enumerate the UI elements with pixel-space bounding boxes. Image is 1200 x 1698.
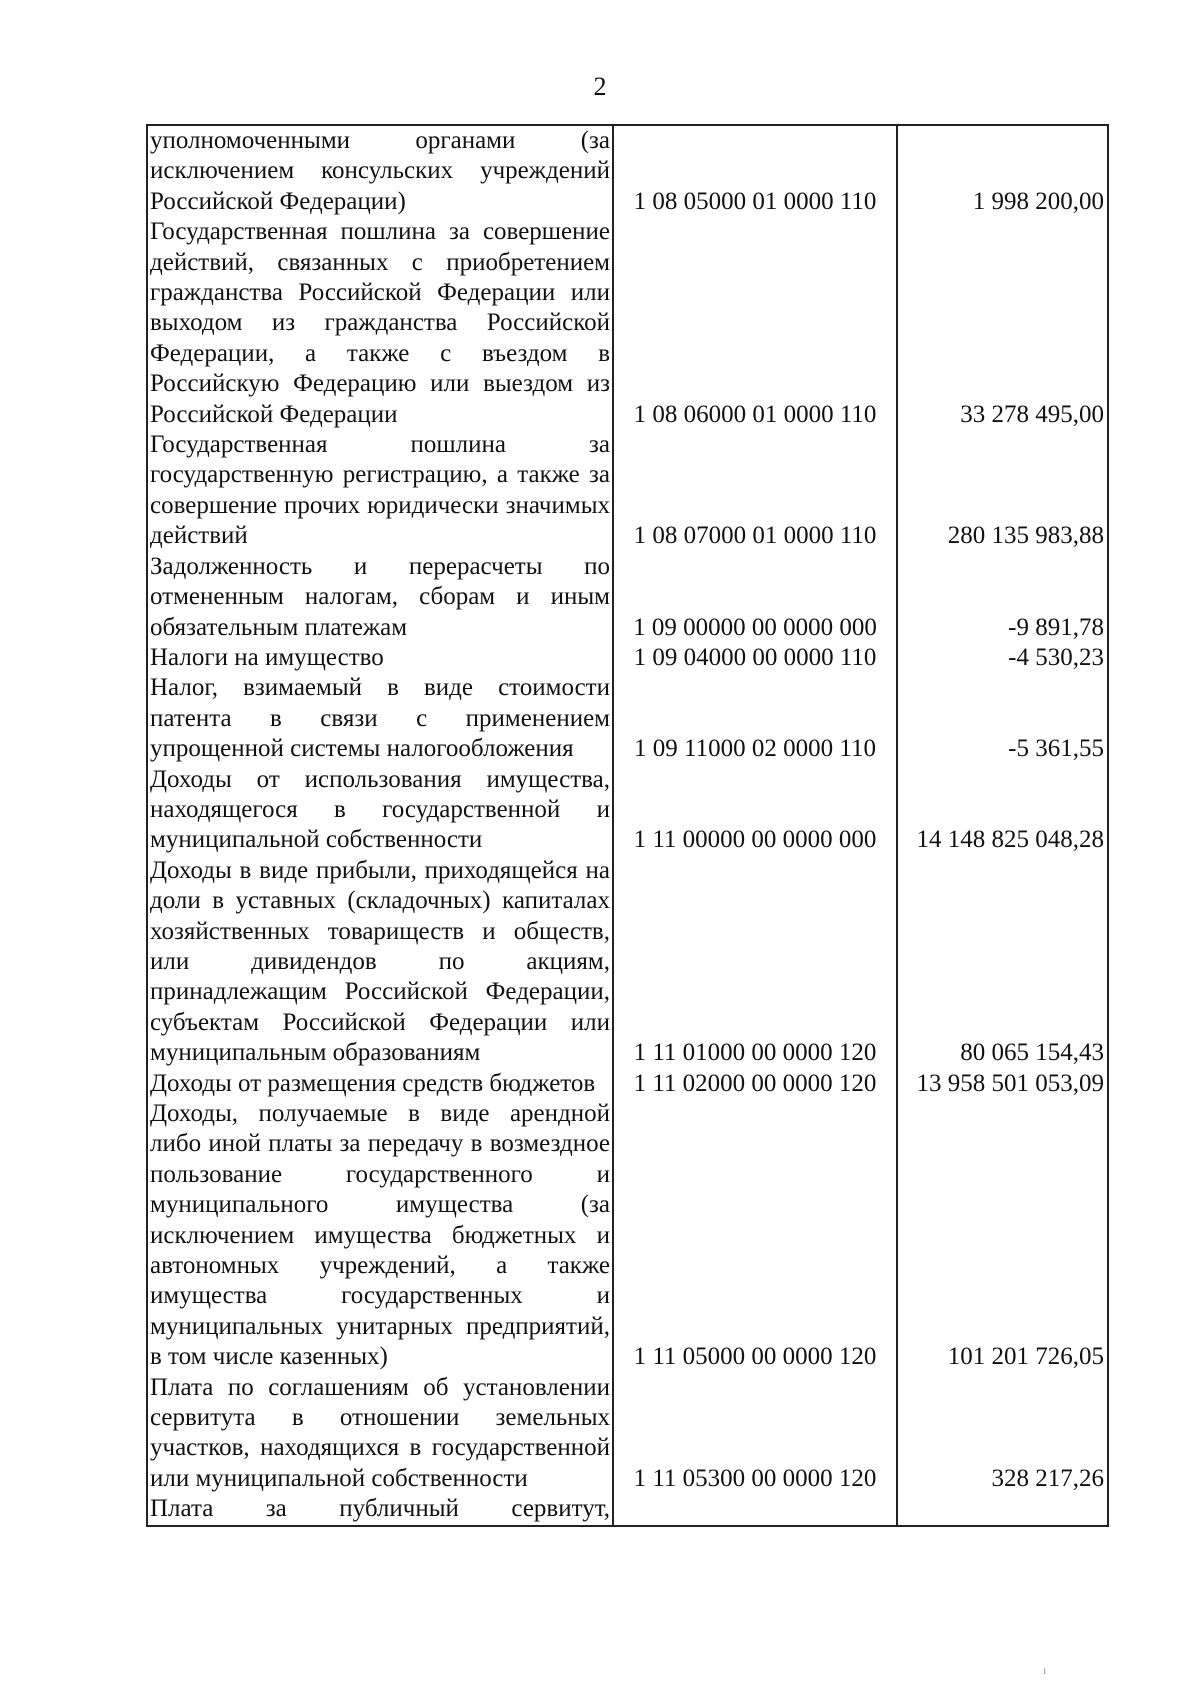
- budget-code-cell: 1 11 00000 00 0000 000: [613, 765, 897, 856]
- table-row: [147, 552, 1108, 643]
- amount-cell: 328 217,26: [897, 1373, 1108, 1495]
- table-row: [147, 217, 1108, 430]
- amount-cell: 1 998 200,00: [897, 125, 1108, 217]
- revenue-table-body: [147, 125, 1108, 1526]
- revenue-name-cell: Доходы от размещения средств бюджетов: [147, 1069, 613, 1099]
- revenue-name-cell: Плата за публичный сервитут,: [147, 1494, 613, 1525]
- amount-cell: 101 201 726,05: [897, 1099, 1108, 1373]
- revenue-name-cell: Государственная пошлина за совершение действий, связанных с приобретением гражданства Российской Федерации или выходом из гражданства Российской Федерации, а также с въездом в Российскую Федерацию или выездом из Российской Федерации: [147, 217, 613, 430]
- amount-cell: 280 135 983,88: [897, 430, 1108, 552]
- budget-code-cell: 1 11 02000 00 0000 120: [613, 1069, 897, 1099]
- revenue-name-cell: Государственная пошлина за государственную регистрацию, а также за совершение прочих юридически значимых действий: [147, 430, 613, 552]
- budget-code-cell: 1 09 11000 02 0000 110: [613, 673, 897, 764]
- revenue-name-cell: Плата по соглашениям об установлении сервитута в отношении земельных участков, находящихся в государственной или муниципальной собственности: [147, 1373, 613, 1495]
- budget-code-cell: 1 11 05300 00 0000 120: [613, 1373, 897, 1495]
- amount-cell: 14 148 825 048,28: [897, 765, 1108, 856]
- revenue-name-cell: Налоги на имущество: [147, 643, 613, 673]
- table-row: [147, 125, 1108, 217]
- budget-code-cell: 1 09 04000 00 0000 110: [613, 643, 897, 673]
- amount-cell: 13 958 501 053,09: [897, 1069, 1108, 1099]
- table-row: [147, 1069, 1108, 1099]
- amount-cell: [897, 1494, 1108, 1525]
- revenue-name-cell: Задолженность и перерасчеты по отмененным налогам, сборам и иным обязательным платежам: [147, 552, 613, 643]
- budget-code-cell: 1 11 05000 00 0000 120: [613, 1099, 897, 1373]
- revenue-name-cell: Доходы от использования имущества, находящегося в государственной и муниципальной собственности: [147, 765, 613, 856]
- revenue-name-cell: Доходы, получаемые в виде арендной либо иной платы за передачу в возмездное пользование государственного и муниципального имущества (за исключением имущества бюджетных и автономных учреждений, а также имущества государственных и муниципальных унитарных предприятий, в том числе казенных): [147, 1099, 613, 1373]
- table-row: [147, 673, 1108, 764]
- amount-cell: 80 065 154,43: [897, 856, 1108, 1069]
- table-row: [147, 1099, 1108, 1373]
- budget-code-cell: 1 08 07000 01 0000 110: [613, 430, 897, 552]
- revenue-table: [146, 124, 1109, 1527]
- table-row: [147, 856, 1108, 1069]
- amount-cell: 33 278 495,00: [897, 217, 1108, 430]
- budget-code-cell: 1 09 00000 00 0000 000: [613, 552, 897, 643]
- budget-code-cell: 1 08 05000 01 0000 110: [613, 125, 897, 217]
- table-row: [147, 765, 1108, 856]
- budget-code-cell: [613, 1494, 897, 1525]
- budget-code-cell: 1 08 06000 01 0000 110: [613, 217, 897, 430]
- revenue-name-cell: уполномоченными органами (за исключением консульских учреждений Российской Федерации): [147, 125, 613, 217]
- amount-cell: -9 891,78: [897, 552, 1108, 643]
- table-row: [147, 1494, 1108, 1525]
- table-row: [147, 643, 1108, 673]
- budget-code-cell: 1 11 01000 00 0000 120: [613, 856, 897, 1069]
- amount-cell: -4 530,23: [897, 643, 1108, 673]
- table-row: [147, 430, 1108, 552]
- amount-cell: -5 361,55: [897, 673, 1108, 764]
- scan-corner-mark: ı: [1043, 1663, 1047, 1677]
- table-row: [147, 1373, 1108, 1495]
- revenue-name-cell: Налог, взимаемый в виде стоимости патента в связи с применением упрощенной системы налогообложения: [147, 673, 613, 764]
- page-number: 2: [593, 72, 607, 101]
- revenue-name-cell: Доходы в виде прибыли, приходящейся на доли в уставных (складочных) капиталах хозяйственных товариществ и обществ, или дивидендов по акциям, принадлежащим Российской Федерации, субъектам Российской Федерации или муниципальным образованиям: [147, 856, 613, 1069]
